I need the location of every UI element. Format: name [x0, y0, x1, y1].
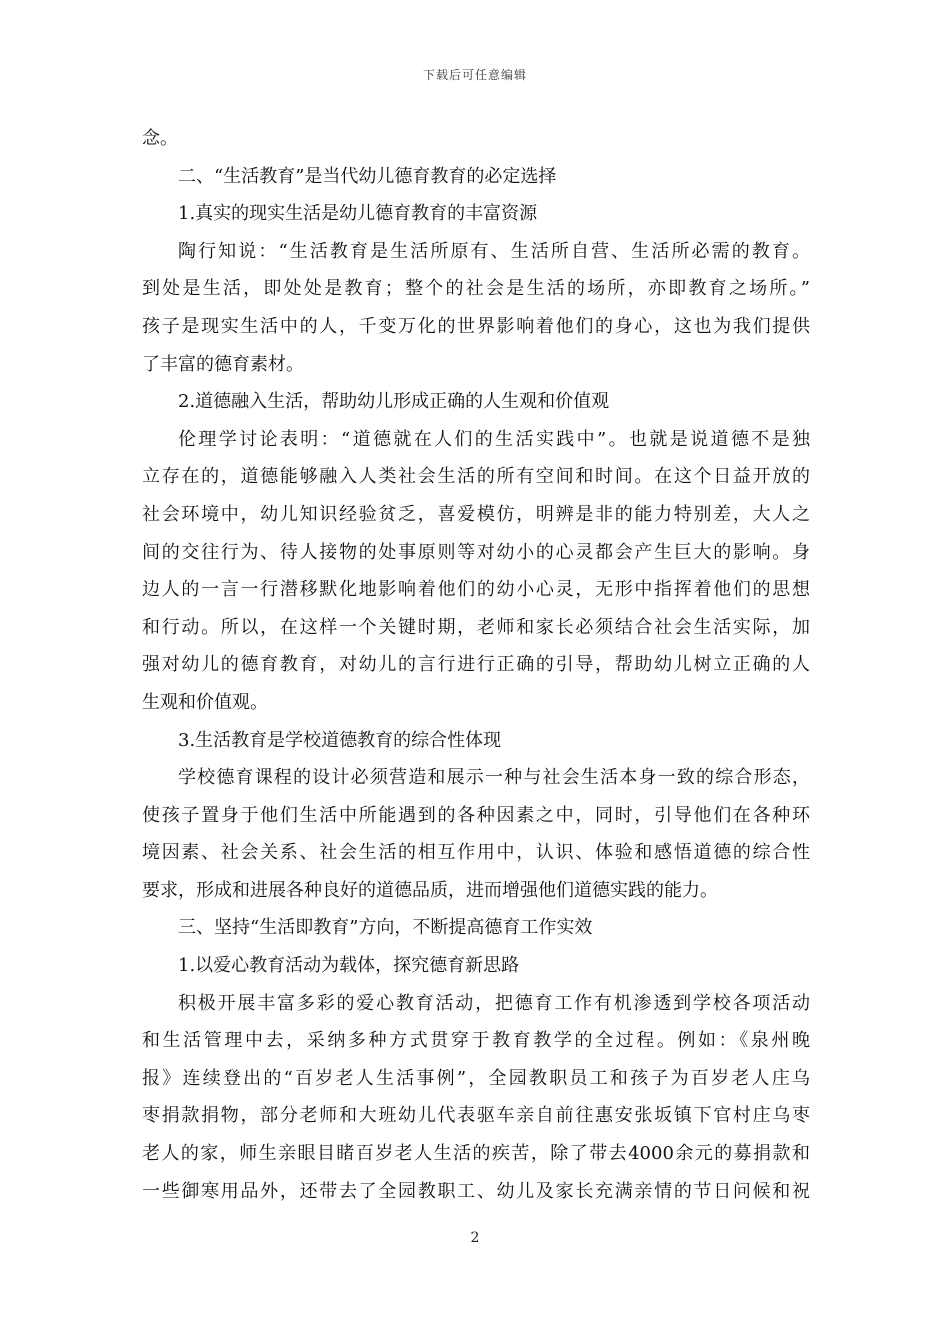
text-line: 强对幼儿的德育教育，对幼儿的言行进行正确的引导，帮助幼儿树立正确的人	[142, 654, 810, 676]
subsection-heading: 3.生活教育是学校道德教育的综合性体现	[178, 729, 502, 751]
text-line: 要求，形成和进展各种良好的道德品质，进而增强他们道德实践的能力。	[142, 879, 718, 901]
text-line: 枣捐款捐物，部分老师和大班幼儿代表驱车亲自前往惠安张坂镇下官村庄乌枣	[142, 1105, 810, 1127]
text-line: 立存在的，道德能够融入人类社会生活的所有空间和时间。在这个日益开放的	[142, 466, 810, 488]
text-line: 和行动。所以，在这样一个关键时期，老师和家长必须结合社会生活实际，加	[142, 616, 810, 638]
text-line: 间的交往行为、待人接物的处事原则等对幼小的心灵都会产生巨大的影响。身	[142, 541, 810, 563]
page-number: 2	[470, 1230, 480, 1246]
text-line: 陶行知说：“生活教育是生活所原有、生活所自营、生活所必需的教育。	[178, 240, 810, 262]
text-line: 到处是生活，即处处是教育；整个的社会是生活的场所，亦即教育之场所。”	[142, 278, 810, 300]
text-line: 境因素、社会关系、社会生活的相互作用中，认识、体验和感悟道德的综合性	[142, 842, 810, 864]
page-header: 下载后可任意编辑	[422, 68, 527, 82]
text-line: 了丰富的德育素材。	[142, 353, 304, 375]
section-heading: 三、坚持“生活即教育”方向，不断提高德育工作实效	[178, 917, 593, 939]
text-line: 积极开展丰富多彩的爱心教育活动，把德育工作有机渗透到学校各项活动	[178, 992, 810, 1014]
text-line: 学校德育课程的设计必须营造和展示一种与社会生活本身一致的综合形态，	[178, 767, 810, 789]
subsection-heading: 1.真实的现实生活是幼儿德育教育的丰富资源	[178, 203, 538, 225]
text-line: 伦理学讨论表明：“道德就在人们的生活实践中”。也就是说道德不是独	[178, 428, 810, 450]
text-line: 生观和价值观。	[142, 691, 268, 713]
text-line: 使孩子置身于他们生活中所能遇到的各种因素之中，同时，引导他们在各种环	[142, 804, 810, 826]
text-line: 念。	[142, 128, 178, 149]
text-line: 老人的家，师生亲眼目睹百岁老人生活的疾苦，除了带去4000余元的募捐款和	[142, 1143, 810, 1165]
document-body	[142, 120, 810, 1210]
text-line: 一些御寒用品外，还带去了全园教职工、幼儿及家长充满亲情的节日问候和祝	[142, 1180, 810, 1202]
text-line: 和生活管理中去，采纳多种方式贯穿于教育教学的全过程。例如：《泉州晚	[142, 1030, 810, 1052]
text-line: 报》连续登出的“百岁老人生活事例”，全园教职员工和孩子为百岁老人庄乌	[142, 1067, 810, 1089]
subsection-heading: 1.以爱心教育活动为载体，探究德育新思路	[178, 955, 520, 977]
section-heading: 二、“生活教育”是当代幼儿德育教育的必定选择	[178, 165, 557, 187]
text-line: 孩子是现实生活中的人，千变万化的世界影响着他们的身心，这也为我们提供	[142, 315, 810, 337]
text-line: 社会环境中，幼儿知识经验贫乏，喜爱模仿，明辨是非的能力特别差，大人之	[142, 503, 810, 525]
text-line: 边人的一言一行潜移默化地影响着他们的幼小心灵，无形中指挥着他们的思想	[142, 579, 810, 601]
subsection-heading: 2.道德融入生活，帮助幼儿形成正确的人生观和价值观	[178, 391, 610, 413]
